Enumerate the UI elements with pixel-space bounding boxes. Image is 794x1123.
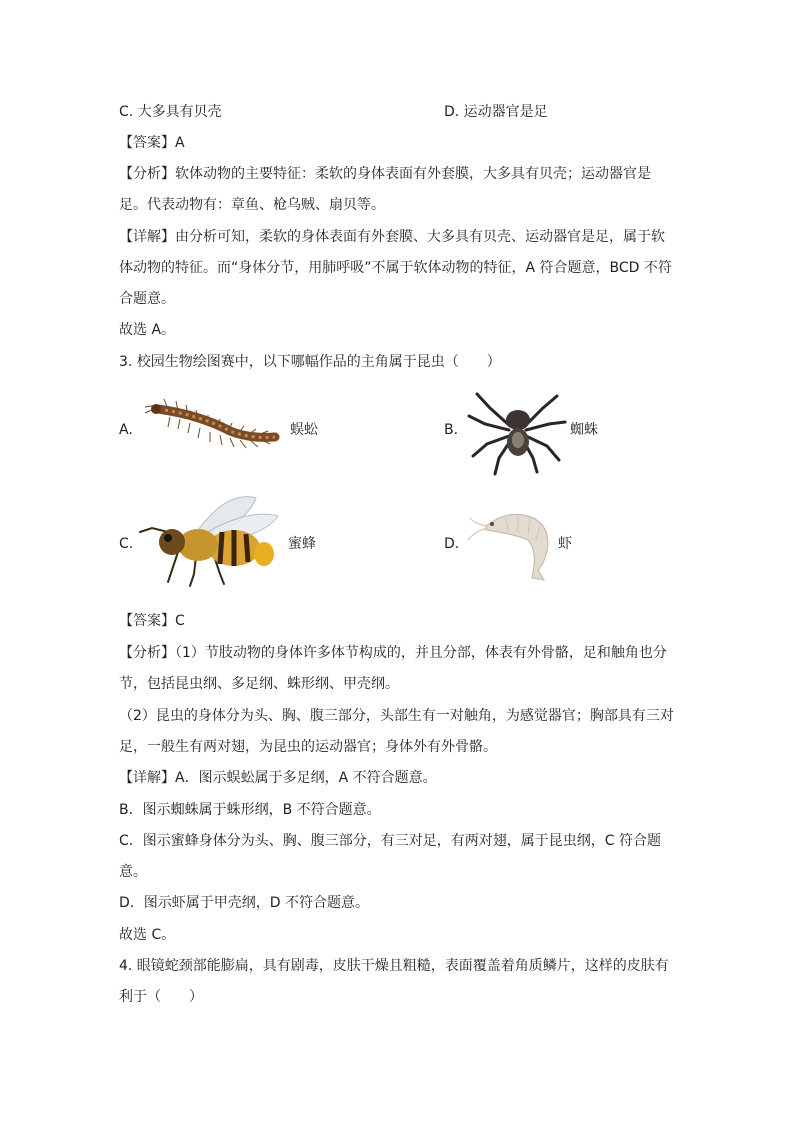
q3-detail-d: D．图示虾属于甲壳纲，D 不符合题意。 (119, 895, 370, 911)
q2-detail-2: 体动物的特征。而“身体分节，用肺呼吸”不属于软体动物的特征，A 符合题意，BCD 不符 (119, 260, 672, 276)
answer-tag: 【答案】 (119, 613, 175, 629)
q3-detail-b: B．图示蜘蛛属于蛛形纲，B 不符合题意。 (119, 802, 381, 818)
q3-conclusion: 故选 C。 (119, 927, 176, 943)
analysis-text: （1）节肢动物的身体许多体节构成的，并且分部，体表有外骨骼，足和触角也分 (175, 645, 667, 661)
detail-tag: 【详解】 (119, 770, 175, 786)
q3-analysis-1 (119, 643, 667, 663)
spider-image (465, 388, 570, 476)
centipede-image (140, 395, 285, 455)
q3-option-d-letter: D. (444, 536, 460, 552)
q3-answer (119, 611, 185, 631)
detail-text: A．图示蜈蚣属于多足纲，A 不符合题意。 (175, 770, 437, 786)
analysis-tag: 【分析】 (119, 166, 175, 182)
bee-image (138, 490, 283, 590)
q3-option-b-name: 蜘蛛 (570, 422, 598, 438)
q3-detail-a (119, 768, 437, 788)
q3-option-a-name: 蜈蚣 (290, 422, 318, 438)
q2-conclusion: 故选 A。 (119, 322, 176, 338)
q3-analysis-3: （2）昆虫的身体分为头、胸、腹三部分，头部生有一对触角，为感觉器官；胸部具有三对 (119, 708, 674, 724)
q3-detail-c2: 意。 (119, 864, 147, 880)
q3-option-d-name: 虾 (558, 536, 572, 552)
q4-line-1: 4. 眼镜蛇颈部能膨扁，具有剧毒，皮肤干燥且粗糙，表面覆盖着角质鳞片，这样的皮肤有 (119, 958, 669, 974)
shrimp-image (466, 500, 561, 585)
q3-option-c-name: 蜜蜂 (288, 536, 316, 552)
q2-answer (119, 133, 185, 153)
analysis-tag: 【分析】 (119, 645, 175, 661)
answer-value: C (175, 613, 185, 629)
detail-text: 由分析可知，柔软的身体表面有外套膜、大多具有贝壳、运动器官是足，属于软 (175, 229, 665, 245)
q3-option-c-letter: C. (119, 536, 134, 552)
q2-option-d: D. 运动器官是足 (444, 104, 548, 120)
q2-detail-1 (119, 227, 665, 247)
q2-detail-3: 合题意。 (119, 291, 175, 307)
q3-analysis-2: 节，包括昆虫纲、多足纲、蛛形纲、甲壳纲。 (119, 676, 399, 692)
q2-analysis-1 (119, 164, 651, 184)
q3-question: 3. 校园生物绘图赛中，以下哪幅作品的主角属于昆虫（ ） (119, 354, 501, 370)
q3-option-b-letter: B. (444, 422, 459, 438)
detail-tag: 【详解】 (119, 229, 175, 245)
analysis-text: 软体动物的主要特征：柔软的身体表面有外套膜，大多具有贝壳；运动器官是 (175, 166, 651, 182)
answer-value: A (175, 135, 185, 151)
q2-analysis-2: 足。代表动物有：章鱼、枪乌贼、扇贝等。 (119, 197, 385, 213)
q4-line-2: 利于（ ） (119, 989, 203, 1005)
answer-tag: 【答案】 (119, 135, 175, 151)
q2-option-c: C. 大多具有贝壳 (119, 104, 222, 120)
q3-detail-c1: C．图示蜜蜂身体分为头、胸、腹三部分，有三对足，有两对翅，属于昆虫纲，C 符合题 (119, 833, 661, 849)
q3-option-a-letter: A. (119, 422, 133, 438)
q3-analysis-4: 足，一般生有两对翅，为昆虫的运动器官；身体外有外骨骼。 (119, 739, 497, 755)
